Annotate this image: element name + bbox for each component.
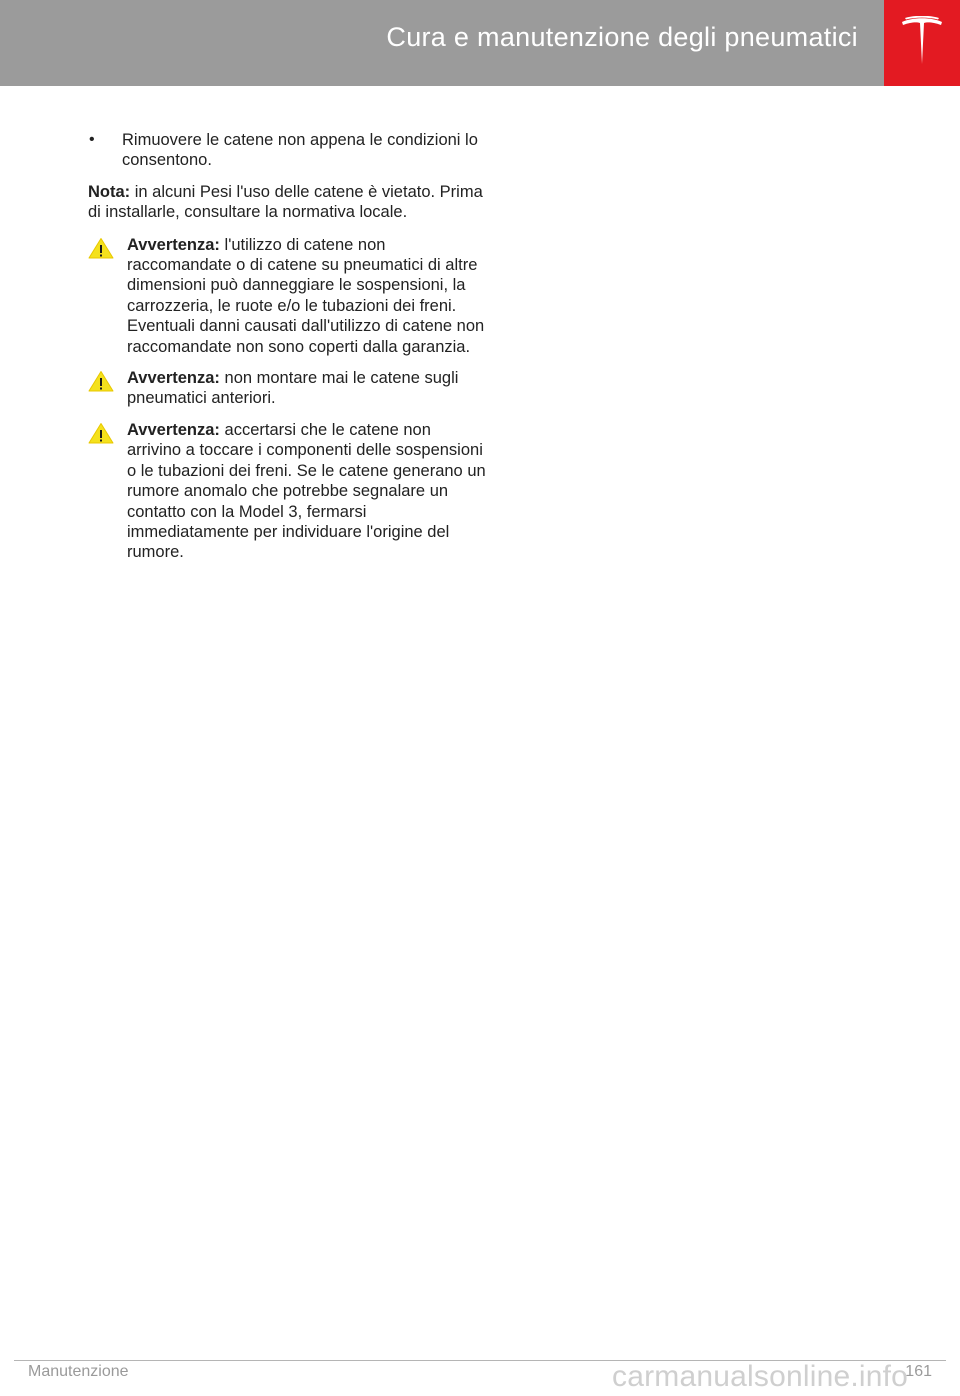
bullet-text: Rimuovere le catene non appena le condizioni lo consentono. — [122, 131, 478, 170]
footer-section: Manutenzione — [28, 1363, 129, 1380]
note-text: in alcuni Pesi l'uso delle catene è vietato. Prima di installarle, consultare la normativa locale. — [88, 182, 483, 222]
warning-label: Avvertenza: — [127, 369, 220, 388]
watermark: carmanualsonline.info — [612, 1360, 909, 1393]
warning-triangle-icon — [88, 368, 127, 409]
warning-text — [127, 420, 488, 563]
page-title: Cura e manutenzione degli pneumatici — [386, 22, 858, 52]
page-number: 161 — [905, 1363, 932, 1380]
warning-block — [88, 420, 488, 563]
note-label: Nota: — [88, 182, 131, 201]
warning-triangle-icon — [88, 235, 127, 357]
warning-body: accertarsi che le catene non arrivino a toccare i componenti delle sospensioni o le tubazioni dei freni. Se le catene generano un rumore anomalo che potrebbe segnalare un contatto con la Model 3, fermarsi immediatamente per individuare l'origine del rumore. — [127, 420, 486, 562]
warning-label: Avvertenza: — [127, 420, 220, 439]
main-content — [88, 130, 488, 574]
bullet-marker: • — [89, 131, 95, 148]
note-paragraph — [88, 182, 488, 223]
list-item — [88, 130, 488, 171]
warning-block — [88, 368, 488, 409]
warning-label: Avvertenza: — [127, 235, 220, 254]
warning-text — [127, 235, 488, 357]
warning-text — [127, 368, 488, 409]
logo-box — [884, 0, 960, 86]
warning-body: non montare mai le catene sugli pneumatici anteriori. — [127, 369, 459, 408]
tesla-logo-icon — [900, 16, 944, 68]
warning-triangle-icon — [88, 420, 127, 563]
warning-body: l'utilizzo di catene non raccomandate o di catene su pneumatici di altre dimensioni può danneggiare le sospensioni, la carrozzeria, le ruote e/o le tubazioni dei freni. Eventuali danni causati dall'utilizzo di catene non raccomandate non sono coperti dalla garanzia. — [127, 235, 485, 356]
warning-block — [88, 235, 488, 357]
header-bar — [0, 0, 884, 86]
